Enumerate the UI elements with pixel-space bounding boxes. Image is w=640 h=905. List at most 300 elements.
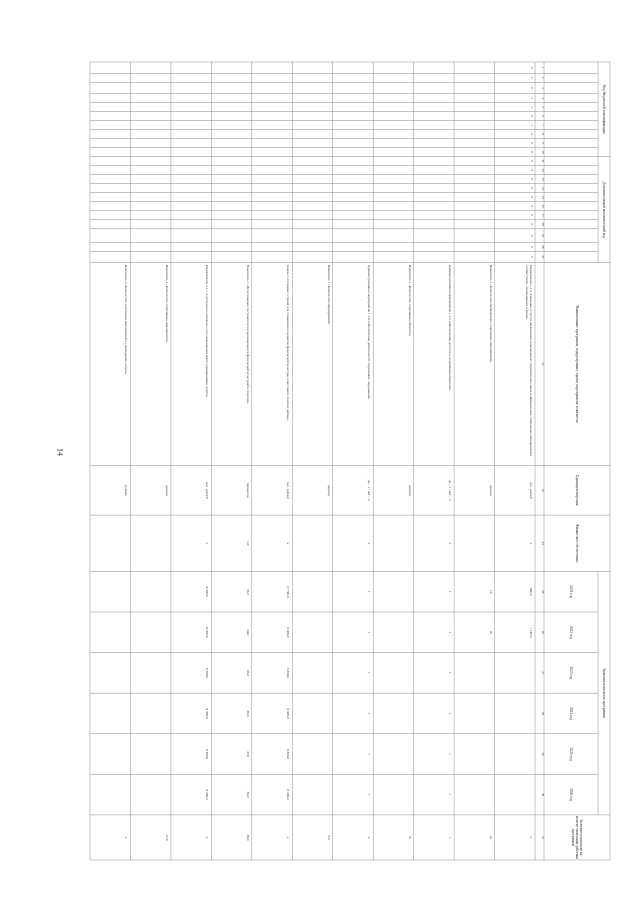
code-cell: [171, 121, 209, 130]
code-cell: 0: [530, 214, 534, 217]
code-cell: [333, 82, 371, 93]
code-cell: [252, 193, 290, 202]
column-number: 16: [541, 204, 545, 208]
code-cell: [130, 184, 168, 193]
code-cell: [130, 94, 168, 103]
code-cell: [211, 82, 249, 93]
year-value-cell: 8 308,0: [286, 667, 291, 678]
code-cell: 0: [530, 160, 534, 162]
code-cell: [130, 139, 168, 148]
code-cell: [252, 94, 290, 103]
code-cell: [171, 184, 209, 193]
code-cell: [373, 229, 411, 243]
code-cell: [414, 82, 452, 93]
code-cell: [171, 130, 209, 139]
code-cell: [252, 211, 290, 220]
column-number: 22: [541, 362, 545, 366]
year-value-cell: 1: [448, 793, 453, 796]
column-number: 1: [541, 66, 545, 69]
code-cell: [454, 220, 492, 229]
code-cell: 2: [530, 133, 534, 135]
column-number: 29: [541, 752, 545, 756]
code-cell: [373, 82, 411, 93]
header-year: 2025 год: [569, 747, 574, 761]
code-cell: 0: [530, 66, 534, 69]
code-cell: [171, 103, 209, 112]
indicator-name: Показатель 1 «Количество проведенных спортивных мероприятий»: [488, 264, 493, 363]
final-value-cell: х: [124, 836, 129, 839]
year-value-cell: [293, 693, 330, 734]
code-cell: [252, 220, 290, 229]
code-cell: [292, 166, 330, 175]
header-year: 2022 год: [569, 625, 574, 639]
code-cell: [454, 103, 492, 112]
code-cell: [454, 82, 492, 93]
year-value-cell: 840,6: [529, 587, 533, 596]
code-cell: [292, 184, 330, 193]
code-cell: [90, 202, 128, 211]
code-cell: 0: [530, 151, 534, 153]
unit-cell: единиц: [407, 485, 412, 496]
code-cell: 0: [530, 234, 534, 237]
code-cell: [373, 73, 411, 82]
code-cell: [454, 211, 492, 220]
indicator-name: Показатель 1 «Количество спортивных мероприятий»: [164, 264, 169, 343]
column-number: 18: [541, 222, 545, 226]
column-number: 11: [541, 159, 545, 163]
year-value-cell: 33,0: [245, 588, 250, 595]
year-value-cell: 8 308,0: [205, 708, 210, 719]
column-number: 15: [541, 195, 545, 199]
code-cell: [90, 242, 128, 251]
code-cell: [333, 148, 371, 157]
code-cell: [414, 112, 452, 121]
indicator-name: Показатель 1 «Количество спортивных объектов»: [407, 264, 412, 337]
year-value-cell: [374, 612, 411, 653]
code-cell: [373, 175, 411, 184]
code-cell: [454, 62, 492, 73]
unit-cell: тыс. рублей: [529, 481, 533, 499]
column-number: 4: [541, 97, 545, 99]
document-table: [90, 62, 610, 860]
year-value-cell: [91, 571, 128, 612]
code-cell: [414, 211, 452, 220]
year-value-cell: 1: [367, 631, 372, 634]
code-cell: [373, 130, 411, 139]
code-cell: [130, 193, 168, 202]
code-cell: 0: [530, 87, 534, 89]
indicator-name: Административное мероприятие 1.1.6 «Обеспечение деятельности спортивных сооружений»: [367, 264, 372, 400]
code-cell: [454, 184, 492, 193]
year-value-cell: 1: [448, 672, 453, 674]
column-number: 2: [541, 77, 545, 79]
year-value-cell: [293, 612, 330, 653]
year-value-cell: [91, 612, 128, 653]
code-cell: [90, 112, 128, 121]
code-cell: [333, 73, 371, 82]
financing-cell: х: [286, 542, 291, 545]
indicator-name: Мероприятие 1.1.5 «Оказание услуг по организации и проведению спортивно-массовых и официальных спортивных мероприятий в соответствии с календарным планом»: [525, 264, 533, 457]
code-cell: [130, 62, 168, 73]
year-value-cell: 1: [448, 631, 453, 634]
year-value-cell: 8 308,0: [205, 586, 210, 597]
code-cell: 0: [530, 246, 534, 248]
code-cell: [454, 193, 492, 202]
code-cell: [333, 202, 371, 211]
code-cell: 0: [530, 196, 534, 198]
year-value-cell: [374, 774, 411, 815]
code-cell: [414, 175, 452, 184]
final-value-cell: 38,0: [245, 834, 250, 841]
code-cell: [292, 193, 330, 202]
code-cell: [171, 220, 209, 229]
year-value-cell: [293, 774, 330, 815]
code-cell: [373, 211, 411, 220]
year-value-cell: 34,0: [245, 629, 250, 636]
year-value-cell: [131, 612, 168, 653]
year-value-cell: [455, 734, 492, 775]
code-cell: [252, 62, 290, 73]
code-cell: [414, 193, 452, 202]
code-cell: 0: [530, 178, 534, 180]
unit-cell: да – 1 / нет – 0: [448, 479, 453, 501]
code-cell: [211, 193, 249, 202]
indicator-name: Мероприятие 2.1.1 «Субсидии на оказание услуг, выполнение работ учреждениями спорта»: [205, 264, 210, 398]
code-cell: [333, 103, 371, 112]
code-cell: [373, 193, 411, 202]
code-cell: [90, 220, 128, 229]
code-cell: [333, 242, 371, 251]
code-cell: [130, 211, 168, 220]
code-cell: [211, 251, 249, 262]
code-cell: [373, 94, 411, 103]
code-cell: [252, 73, 290, 82]
year-value-cell: [293, 653, 330, 694]
code-cell: [454, 251, 492, 262]
table-content: [90, 62, 610, 860]
indicator-name: Показатель 1 «Доля граждан, систематически занимающихся физической культурой и спортом»: [245, 264, 250, 404]
year-value-cell: 8 308,0: [286, 708, 291, 719]
code-cell: [130, 220, 168, 229]
column-number: 5: [541, 106, 545, 108]
year-value-cell: 1: [367, 753, 372, 755]
code-cell: [130, 130, 168, 139]
code-cell: [333, 220, 371, 229]
header-unit: Единица измерения: [575, 475, 580, 506]
code-cell: [130, 202, 168, 211]
code-cell: [292, 229, 330, 243]
code-cell: [211, 202, 249, 211]
code-cell: [90, 157, 128, 166]
financing-cell: [91, 515, 128, 571]
unit-cell: единиц: [488, 485, 493, 496]
code-cell: [414, 157, 452, 166]
code-cell: [130, 157, 168, 166]
year-value-cell: 38,0: [245, 791, 250, 798]
final-value-cell: х: [529, 836, 533, 839]
code-cell: [90, 82, 128, 93]
year-value-cell: [131, 571, 168, 612]
code-cell: [130, 229, 168, 243]
code-cell: [333, 94, 371, 103]
code-cell: [130, 112, 168, 121]
code-cell: [414, 73, 452, 82]
year-value-cell: 8 308,0: [205, 789, 210, 800]
code-cell: [414, 139, 452, 148]
code-cell: [292, 73, 330, 82]
code-cell: [130, 175, 168, 184]
code-cell: [171, 193, 209, 202]
code-cell: [373, 157, 411, 166]
code-cell: [90, 229, 128, 243]
code-cell: [252, 130, 290, 139]
year-value-cell: 1: [448, 712, 453, 715]
indicator-name: Показатель 1 «Количество мероприятий»: [326, 264, 331, 325]
column-number: 14: [541, 186, 545, 190]
code-cell: [252, 121, 290, 130]
financing-cell: 1,0: [245, 541, 250, 546]
column-number: 31: [541, 835, 545, 839]
code-cell: [252, 112, 290, 121]
year-value-cell: [455, 693, 492, 734]
code-cell: [414, 229, 452, 243]
header-indicator-name: Наименование программы, подпрограммы, задачи, мероприятия, показателя: [575, 305, 580, 423]
code-cell: [130, 103, 168, 112]
final-value-cell: х: [286, 836, 291, 839]
code-cell: [454, 229, 492, 243]
year-value-cell: [293, 734, 330, 775]
code-cell: [333, 175, 371, 184]
year-value-cell: 8 308,0: [286, 789, 291, 800]
column-number: 19: [541, 234, 545, 238]
unit-cell: процентов: [245, 482, 250, 498]
code-cell: [211, 148, 249, 157]
code-cell: [252, 242, 290, 251]
code-cell: [90, 166, 128, 175]
code-cell: [171, 157, 209, 166]
header-financing: Финансовое обеспечение: [575, 523, 580, 563]
code-cell: [292, 62, 330, 73]
year-value-cell: 37,0: [245, 751, 250, 757]
code-cell: [292, 121, 330, 130]
code-cell: 1: [530, 124, 534, 126]
year-value-cell: 10: [488, 590, 493, 594]
unit-cell: единиц: [164, 485, 169, 496]
code-cell: [373, 184, 411, 193]
code-cell: [252, 175, 290, 184]
year-value-cell: 1: [367, 712, 372, 715]
year-value-cell: 1 145,6: [529, 627, 533, 638]
code-cell: 1: [530, 77, 534, 79]
year-value-cell: [496, 693, 533, 734]
column-number: 7: [541, 124, 545, 126]
code-cell: [373, 202, 411, 211]
year-value-cell: [131, 774, 168, 815]
code-cell: 0: [530, 187, 534, 189]
financing-cell: [293, 515, 330, 571]
code-cell: [171, 82, 209, 93]
code-cell: [333, 121, 371, 130]
code-cell: [292, 103, 330, 112]
year-value-cell: [293, 571, 330, 612]
code-cell: 0: [530, 169, 534, 171]
code-cell: [90, 175, 128, 184]
code-cell: [414, 130, 452, 139]
year-value-cell: [91, 774, 128, 815]
code-cell: 1: [530, 106, 534, 108]
header-final-value: Значение показателя на момент окончания действия программы: [570, 815, 584, 859]
code-cell: [171, 251, 209, 262]
code-cell: [130, 82, 168, 93]
code-cell: [373, 166, 411, 175]
code-cell: [414, 184, 452, 193]
code-cell: [292, 220, 330, 229]
financing-cell: х: [529, 542, 533, 545]
code-cell: [130, 251, 168, 262]
code-cell: [90, 94, 128, 103]
code-cell: [171, 175, 209, 184]
final-value-cell: 3,0: [326, 835, 331, 840]
code-cell: [292, 130, 330, 139]
code-cell: [130, 166, 168, 175]
code-cell: [373, 251, 411, 262]
code-cell: [171, 229, 209, 243]
header-year: 2026 год: [569, 788, 574, 802]
code-cell: [171, 94, 209, 103]
code-cell: [414, 251, 452, 262]
code-cell: [292, 82, 330, 93]
code-cell: [252, 157, 290, 166]
year-value-cell: [496, 653, 533, 694]
code-cell: [130, 73, 168, 82]
code-cell: [211, 184, 249, 193]
code-cell: [252, 148, 290, 157]
code-cell: [333, 157, 371, 166]
code-cell: [211, 229, 249, 243]
financing-cell: х: [448, 542, 453, 545]
code-cell: [171, 166, 209, 175]
code-cell: [252, 229, 290, 243]
year-value-cell: [131, 653, 168, 694]
code-cell: 0: [530, 205, 534, 207]
year-value-cell: 8 308,0: [286, 627, 291, 638]
code-cell: [292, 157, 330, 166]
code-cell: [333, 112, 371, 121]
header-group-budget-code: Код бюджетной классификации: [602, 85, 607, 134]
year-value-cell: 1: [367, 590, 372, 593]
column-number: 10: [541, 150, 545, 154]
header-year: 2024 год: [569, 706, 574, 720]
code-cell: [211, 166, 249, 175]
header-group-analytic-code: Дополнительный аналитический код: [602, 181, 607, 238]
code-cell: [171, 211, 209, 220]
unit-cell: единиц: [326, 485, 331, 496]
code-cell: 1: [530, 97, 534, 99]
column-number: 23: [541, 488, 545, 492]
code-cell: [252, 139, 290, 148]
unit-cell: тыс. рублей: [286, 481, 291, 499]
code-cell: [454, 175, 492, 184]
code-cell: [211, 175, 249, 184]
code-cell: [292, 112, 330, 121]
code-cell: [130, 242, 168, 251]
code-cell: [171, 62, 209, 73]
year-value-cell: 1: [367, 793, 372, 796]
column-number: 20: [541, 245, 545, 249]
year-value-cell: 36,0: [245, 710, 250, 717]
final-value-cell: х: [367, 836, 372, 839]
code-cell: [90, 103, 128, 112]
column-number: 26: [541, 630, 545, 634]
column-number: 27: [541, 671, 545, 675]
code-cell: [373, 148, 411, 157]
code-cell: [252, 251, 290, 262]
code-cell: [90, 62, 128, 73]
code-cell: [454, 73, 492, 82]
code-cell: [90, 73, 128, 82]
code-cell: [333, 130, 371, 139]
code-cell: [373, 242, 411, 251]
header-year: 2023 год: [569, 666, 574, 680]
code-cell: [414, 166, 452, 175]
code-cell: [211, 112, 249, 121]
code-cell: [90, 148, 128, 157]
code-cell: [211, 139, 249, 148]
code-cell: [90, 139, 128, 148]
code-cell: [211, 220, 249, 229]
code-cell: [292, 211, 330, 220]
code-cell: [211, 242, 249, 251]
year-value-cell: 17 746,9: [286, 585, 291, 598]
year-value-cell: [91, 693, 128, 734]
code-cell: [454, 121, 492, 130]
code-cell: [211, 103, 249, 112]
year-value-cell: 1: [448, 753, 453, 755]
code-cell: [90, 251, 128, 262]
year-value-cell: [91, 734, 128, 775]
code-cell: [292, 202, 330, 211]
code-cell: [333, 184, 371, 193]
code-cell: [454, 166, 492, 175]
code-cell: [414, 220, 452, 229]
column-number: 28: [541, 711, 545, 715]
code-cell: [373, 139, 411, 148]
code-cell: [373, 121, 411, 130]
column-number: 24: [541, 541, 545, 545]
code-cell: [211, 62, 249, 73]
code-cell: [90, 211, 128, 220]
code-cell: [171, 139, 209, 148]
financing-cell: [131, 515, 168, 571]
page-number: 14: [55, 448, 65, 456]
code-cell: [373, 220, 411, 229]
final-value-cell: 10: [488, 835, 493, 840]
unit-cell: да – 1 / нет – 0: [367, 479, 372, 501]
indicator-name: Административное мероприятие 1.1.5 «Обеспечение доступа к спортивным объектам»: [448, 264, 453, 391]
financing-cell: [455, 515, 492, 571]
code-cell: 0: [530, 256, 534, 258]
code-cell: [414, 202, 452, 211]
code-cell: [211, 73, 249, 82]
year-value-cell: [496, 774, 533, 815]
code-cell: [171, 73, 209, 82]
code-cell: [454, 157, 492, 166]
code-cell: [171, 202, 209, 211]
column-number: 8: [541, 133, 545, 135]
indicator-name: Показатель 2 «Количество участников мероприятий в учреждениях спорта»: [124, 264, 129, 375]
code-cell: [454, 148, 492, 157]
code-cell: [292, 139, 330, 148]
